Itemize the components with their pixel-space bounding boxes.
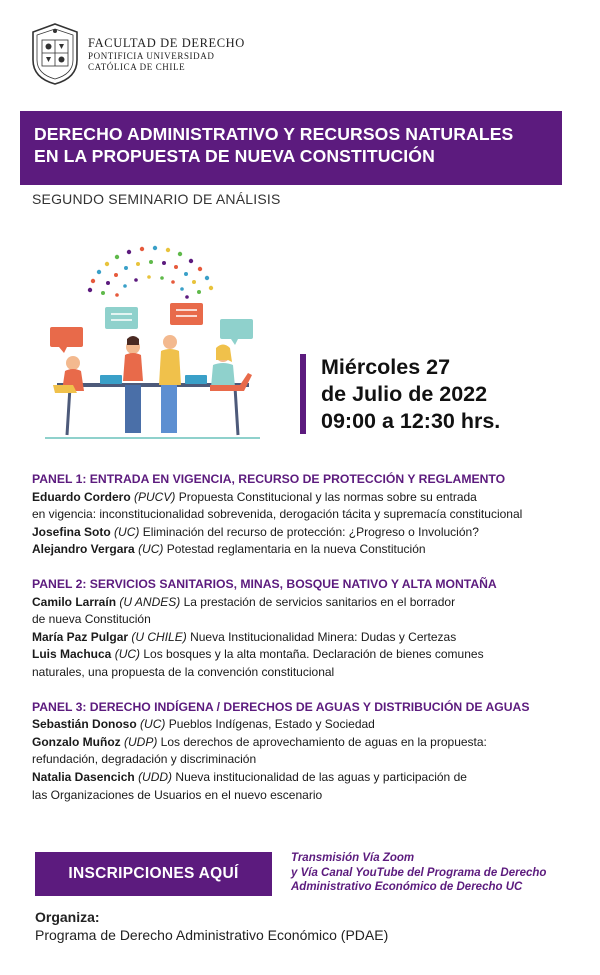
talk-title: Eliminación del recurso de protección: ¿Progreso o Involución? bbox=[139, 524, 479, 539]
talk-title: Nueva Institucionalidad Minera: Dudas y Certezas bbox=[186, 629, 457, 644]
organizer-label: Organiza: bbox=[35, 909, 100, 925]
talk-entry bbox=[32, 541, 582, 559]
talk-entry bbox=[32, 524, 582, 542]
panel-title: PANEL 1: ENTRADA EN VIGENCIA, RECURSO DE PROTECCIÓN Y REGLAMENTO bbox=[32, 472, 506, 486]
title-banner bbox=[20, 111, 562, 185]
panel-title: PANEL 3: DERECHO INDÍGENA / DERECHOS DE AGUAS Y DISTRIBUCIÓN DE AGUAS bbox=[32, 699, 530, 714]
talk-title-continuation: las Organizaciones de Usuarios en el nuevo escenario bbox=[32, 787, 323, 802]
speaker-affiliation: (UC) bbox=[114, 524, 140, 539]
speech-bubble-icon bbox=[105, 307, 138, 329]
speaker-name: Eduardo Cordero bbox=[32, 489, 131, 504]
speaker-name: Alejandro Vergara bbox=[32, 542, 135, 557]
talk-title-continuation: de nueva Constitución bbox=[32, 612, 151, 627]
organizer-name: Programa de Derecho Administrativo Económico (PDAE) bbox=[35, 927, 389, 943]
speech-bubble-icon bbox=[50, 327, 83, 347]
streaming-info bbox=[291, 851, 546, 895]
speaker-affiliation: (U ANDES) bbox=[119, 594, 181, 609]
event-title-line-2: EN LA PROPUESTA DE NUEVA CONSTITUCIÓN bbox=[34, 146, 435, 166]
streaming-line-2: y Vía Canal YouTube del Programa de Derecho bbox=[291, 866, 547, 879]
event-date-block bbox=[300, 354, 500, 434]
talk-title-continuation: en vigencia: inconstitucionalidad sobrevenida, derogación tácita y supremacía constitucional bbox=[32, 507, 523, 522]
event-day: Miércoles 27 bbox=[321, 355, 451, 379]
panel-2 bbox=[32, 576, 582, 682]
team-meeting-illustration bbox=[45, 235, 260, 445]
laptop-icon bbox=[185, 375, 207, 384]
talk-title: Propuesta Constitucional y las normas sobre su entrada bbox=[175, 489, 477, 504]
panel-3 bbox=[32, 699, 582, 805]
speaker-affiliation: (UDD) bbox=[138, 769, 173, 784]
speaker-name: Camilo Larraín bbox=[32, 594, 117, 609]
talk-entry bbox=[32, 734, 582, 752]
university-seal-icon bbox=[30, 22, 80, 86]
speech-bubble-icon bbox=[220, 319, 253, 339]
talk-entry bbox=[32, 489, 582, 507]
program-list bbox=[32, 471, 582, 821]
event-title-line-1: DERECHO ADMINISTRATIVO Y RECURSOS NATURALES bbox=[34, 124, 514, 144]
talk-entry bbox=[32, 629, 582, 647]
talk-entry bbox=[32, 716, 582, 734]
speaker-affiliation: (UC) bbox=[114, 647, 141, 662]
speaker-name: María Paz Pulgar bbox=[32, 629, 129, 644]
speaker-affiliation: (U CHILE) bbox=[131, 629, 187, 644]
speaker-affiliation: (UC) bbox=[140, 717, 166, 732]
speaker-affiliation: (PUCV) bbox=[134, 489, 176, 504]
speaker-name: Josefina Soto bbox=[32, 524, 111, 539]
registration-button[interactable]: INSCRIPCIONES AQUÍ bbox=[35, 852, 272, 896]
talk-title: Potestad reglamentaria en la nueva Constitución bbox=[163, 542, 426, 557]
speaker-name: Luis Machuca bbox=[32, 647, 112, 662]
speaker-name: Sebastián Donoso bbox=[32, 717, 137, 732]
speech-bubble-icon bbox=[170, 303, 203, 325]
speaker-name: Gonzalo Muñoz bbox=[32, 734, 121, 749]
speaker-name: Natalia Dasencich bbox=[32, 769, 135, 784]
talk-title: Nueva institucionalidad de las aguas y participación de bbox=[172, 769, 467, 784]
event-month-year: de Julio de 2022 bbox=[321, 382, 488, 406]
university-name: PONTIFICIA UNIVERSIDAD bbox=[88, 50, 215, 61]
streaming-line-1: Transmisión Vía Zoom bbox=[291, 852, 415, 864]
talk-title: Pueblos Indígenas, Estado y Sociedad bbox=[165, 717, 375, 732]
streaming-line-3: Administrativo Económico de Derecho UC bbox=[291, 881, 523, 893]
university-name-2: CATÓLICA DE CHILE bbox=[88, 61, 186, 72]
institution-header bbox=[30, 22, 245, 86]
speaker-affiliation: (UDP) bbox=[124, 734, 158, 749]
speaker-affiliation: (UC) bbox=[138, 542, 164, 557]
event-time: 09:00 a 12:30 hrs. bbox=[321, 409, 501, 433]
talk-title: Los derechos de aprovechamiento de aguas en la propuesta: bbox=[157, 734, 487, 749]
talk-entry bbox=[32, 646, 582, 664]
panel-1 bbox=[32, 471, 582, 559]
laptop-icon bbox=[100, 375, 122, 384]
talk-title: Los bosques y la alta montaña. Declaración de bienes comunes bbox=[140, 647, 484, 662]
talk-entry bbox=[32, 594, 582, 612]
panel-title: PANEL 2: SERVICIOS SANITARIOS, MINAS, BOSQUE NATIVO Y ALTA MONTAÑA bbox=[32, 576, 497, 591]
talk-title-continuation: refundación, degradación y discriminación bbox=[32, 752, 257, 767]
event-subtitle: SEGUNDO SEMINARIO DE ANÁLISIS bbox=[32, 191, 281, 207]
faculty-name: FACULTAD DE DERECHO bbox=[88, 35, 245, 50]
talk-title: La prestación de servicios sanitarios en el borrador bbox=[180, 594, 456, 609]
arc-dots bbox=[88, 246, 213, 299]
talk-title-continuation: naturales, una propuesta de la convención constitucional bbox=[32, 664, 335, 679]
talk-entry bbox=[32, 769, 582, 787]
